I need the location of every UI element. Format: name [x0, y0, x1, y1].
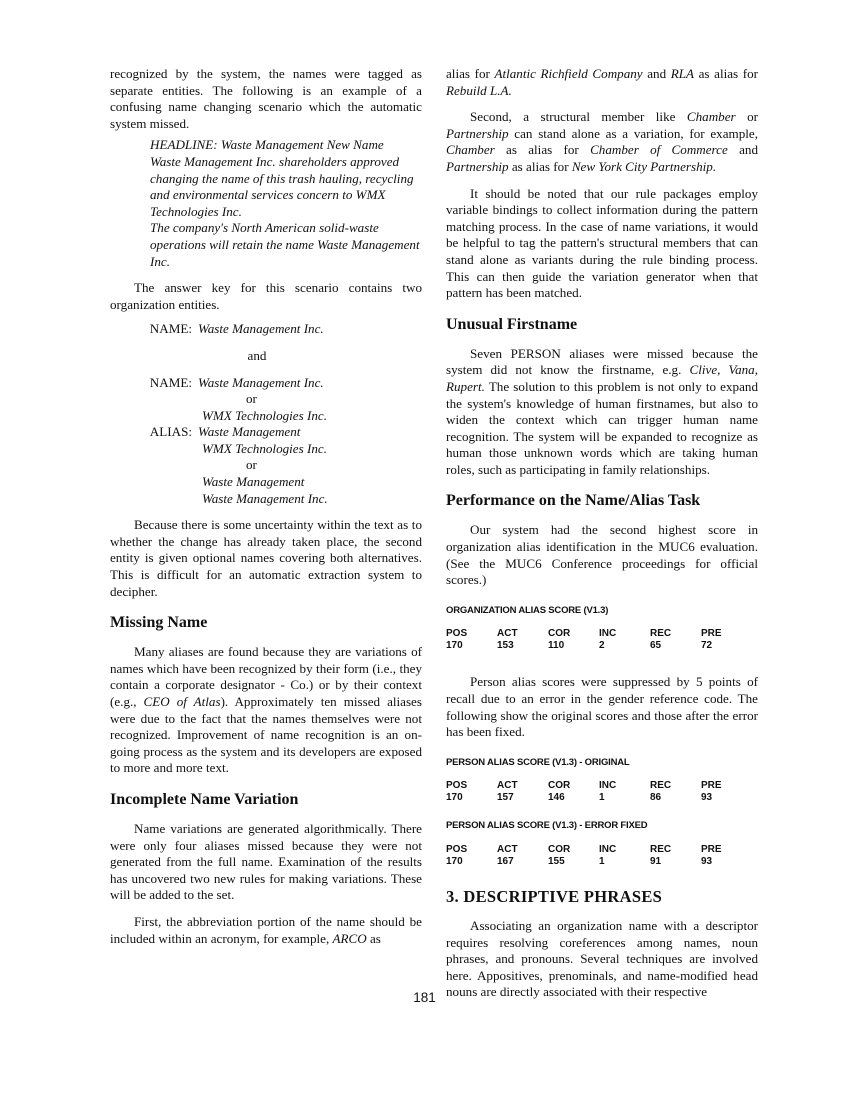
- section-heading: Unusual Firstname: [446, 315, 578, 333]
- and-label: and: [247, 347, 267, 363]
- table-cell: 72: [701, 640, 713, 652]
- paragraph: Many aliases are found because they are variations of names which have been recognized by their form (i.e., they contain a corporate designator - Co.) or by their context (e.g., CEO of Atlas). Approximately ten missed aliases were due to the fact that the names themselves were not recognized. Improvement of name recognition is an on-going process as the system and its developers are exposed to more and more text.: [110, 644, 422, 776]
- table-cell: 65: [650, 640, 662, 652]
- name-label: NAME:: [149, 374, 192, 390]
- table-cell: 170: [446, 792, 463, 804]
- table-cell: 2: [599, 640, 605, 652]
- table-header-cell: ACT: [497, 628, 518, 640]
- table-cell: 93: [701, 792, 713, 804]
- table-header-cell: INC: [599, 844, 617, 855]
- answer-alias: Waste Management Inc.: [202, 490, 328, 506]
- paragraph: First, the abbreviation portion of the name should be included within an acronym, for example, ARCO as: [110, 913, 422, 946]
- table-cell: 93: [701, 856, 713, 867]
- score-table: [446, 844, 752, 868]
- or-label: or: [246, 391, 257, 407]
- paragraph: It should be noted that our rule packages employ variable bindings to collect information during the pattern matching process. In the case of name variations, it would be helpful to tag the pattern's structural members that can stand alone as variants during the rule binding process. This can then guide the variation generator when that pattern has been matched.: [446, 185, 758, 301]
- paragraph: Associating an organization name with a descriptor requires resolving coreferences among names, noun phrases, and pronouns. Several techniques are involved here. Appositives, prenominals, and name-modified head nouns are directly associated with their respective: [446, 918, 758, 1000]
- table-cell: 146: [548, 792, 565, 804]
- table-header-cell: POS: [446, 628, 468, 640]
- example-text: The company's North American solid-waste operations will retain the name Waste Management Inc.: [150, 220, 420, 269]
- table-header-cell: POS: [446, 844, 468, 855]
- section-heading: Missing Name: [110, 614, 208, 632]
- right-column: [446, 66, 758, 1001]
- alias-label: ALIAS:: [149, 424, 192, 440]
- paragraph: Second, a structural member like Chamber or Partnership can stand alone as a variation, for example, Chamber as alias for Chamber of Commerce and Partnership as alias for New York City Partnership.: [446, 109, 759, 174]
- paragraph: recognized by the system, the names were tagged as separate entities. The following is an example of a confusing name changing scenario which the automatic system missed.: [110, 66, 422, 131]
- table-header-cell: INC: [599, 780, 617, 792]
- paragraph: Because there is some uncertainty within the text as to whether the change has already taken place, the second entity is given optional names covering both alternatives. This is difficult for an automatic extraction system to decipher.: [110, 517, 422, 599]
- table-row: [446, 792, 752, 804]
- score-table-block: [446, 818, 758, 868]
- answer-alias: WMX Technologies Inc.: [202, 440, 327, 456]
- table-header-cell: COR: [548, 628, 571, 640]
- table-header-cell: PRE: [701, 780, 722, 792]
- section-heading: Performance on the Name/Alias Task: [446, 492, 701, 510]
- section-heading: Incomplete Name Variation: [110, 790, 299, 808]
- table-header-cell: COR: [548, 844, 571, 855]
- table-header-cell: COR: [548, 780, 571, 792]
- score-table-block: [446, 755, 758, 805]
- score-table: [446, 628, 752, 652]
- or-label: or: [246, 457, 257, 473]
- table-cell: 110: [548, 640, 565, 652]
- answer-key: [110, 321, 422, 507]
- name-label: NAME:: [149, 321, 192, 337]
- table-header-cell: PRE: [701, 844, 722, 855]
- table-cell: 86: [650, 792, 662, 804]
- example-headline: HEADLINE: Waste Management New Name: [150, 137, 384, 153]
- section-heading: 3. DESCRIPTIVE PHRASES: [446, 887, 663, 906]
- table-header-cell: ACT: [497, 844, 518, 855]
- answer-alias: Waste Management: [202, 474, 305, 490]
- score-table-title: ORGANIZATION ALIAS SCORE (V1.3): [446, 604, 609, 616]
- answer-name: WMX Technologies Inc.: [202, 407, 327, 423]
- paragraph: alias for Atlantic Richfield Company and RLA as alias for Rebuild L.A.: [446, 66, 759, 98]
- table-cell: 155: [548, 856, 565, 867]
- left-column: [110, 66, 422, 947]
- table-row: [446, 640, 752, 652]
- paragraph: Our system had the second highest score in organization alias identification in the MUC6 evaluation. (See the MUC6 Conference proceedings for official scores.): [446, 522, 758, 588]
- answer-name: Waste Management Inc.: [198, 374, 324, 390]
- score-table: [446, 780, 752, 804]
- table-cell: 91: [650, 856, 662, 867]
- table-cell: 167: [497, 856, 514, 867]
- example-block: [150, 137, 422, 270]
- score-table-block: [446, 603, 758, 653]
- table-row: [446, 856, 752, 868]
- table-header-cell: POS: [446, 780, 468, 792]
- table-cell: 170: [446, 640, 463, 652]
- table-cell: 153: [497, 640, 514, 652]
- paragraph: Person alias scores were suppressed by 5 points of recall due to an error in the gender reference code. The following show the original scores and those after the error has been fixed.: [446, 674, 758, 740]
- score-table-title: PERSON ALIAS SCORE (V1.3) - ERROR FIXED: [446, 820, 648, 832]
- table-header-cell: REC: [650, 844, 672, 855]
- example-text: Waste Management Inc. shareholders approved changing the name of this trash hauling, recycling and environmental services concern to WMX Technologies Inc.: [150, 153, 414, 219]
- answer-alias: Waste Management: [198, 424, 301, 440]
- answer-name: Waste Management Inc.: [198, 321, 324, 337]
- table-cell: 157: [497, 792, 514, 804]
- page-number: 181: [413, 990, 436, 1005]
- paragraph: The answer key for this scenario contains two organization entities.: [110, 280, 422, 312]
- paragraph: Seven PERSON aliases were missed because the system did not know the firstname, e.g. Clive, Vana, Rupert. The solution to this problem is not only to expand the system's knowledge of human firstnames, but also to widen the context which can trigger human name recognition. The system will be expanded to recognize as human those unknown words which are taking human roles, such as participating in family relationships.: [446, 345, 759, 477]
- table-header-cell: REC: [650, 780, 672, 792]
- score-table-title: PERSON ALIAS SCORE (V1.3) - ORIGINAL: [446, 756, 630, 768]
- table-cell: 1: [599, 792, 605, 804]
- table-header-cell: PRE: [701, 628, 722, 640]
- table-header-cell: REC: [650, 628, 672, 640]
- table-cell: 1: [599, 856, 605, 867]
- table-header-cell: ACT: [497, 780, 518, 792]
- table-header-cell: INC: [599, 628, 617, 640]
- table-cell: 170: [446, 856, 463, 867]
- paragraph: Name variations are generated algorithmically. There were only four aliases missed because they were not generated from the full name. Examination of the results has uncovered two new rules for making variations. These will be added to the set.: [110, 820, 422, 903]
